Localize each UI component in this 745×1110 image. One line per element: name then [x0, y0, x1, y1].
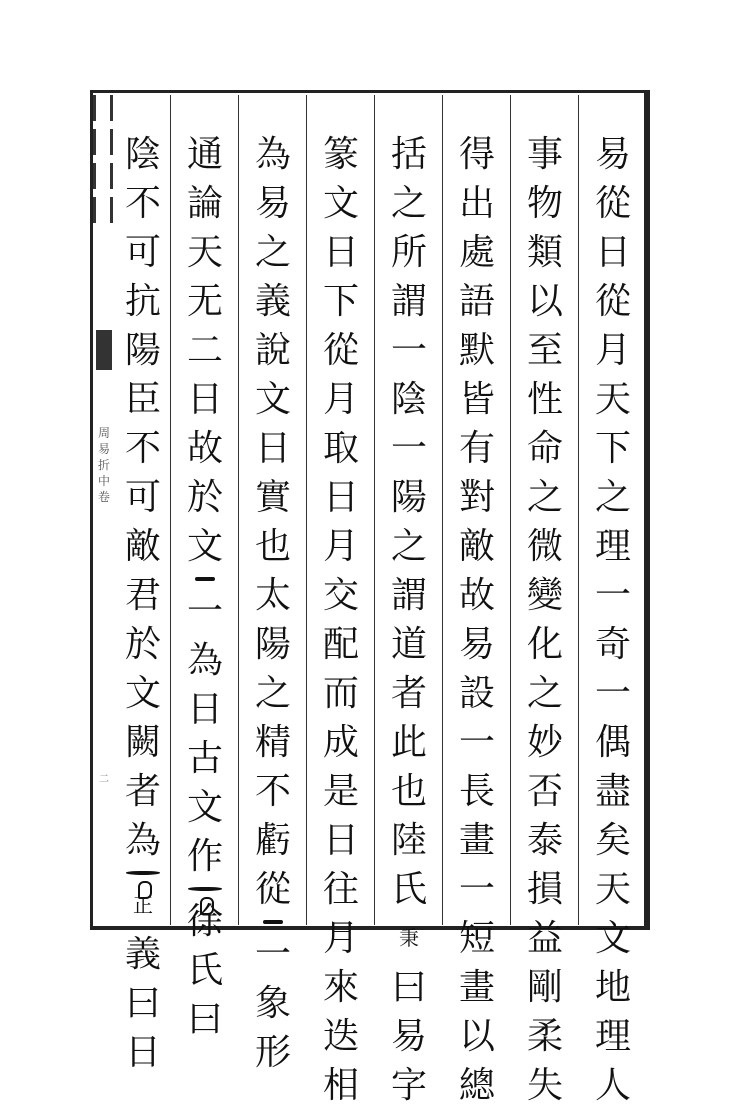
text-glyph: 從: [594, 281, 631, 322]
text-glyph: 盡: [594, 771, 631, 812]
text-glyph: 事: [526, 134, 563, 175]
text-glyph: 妙: [526, 722, 563, 763]
text-glyph: 性: [526, 379, 563, 420]
moon-glyph-drawing: [188, 887, 222, 891]
annotation-glyph: 秉: [399, 926, 419, 950]
text-glyph: 一: [458, 722, 495, 763]
text-glyph: 謂: [390, 575, 427, 616]
text-glyph: 命: [526, 428, 563, 469]
text-glyph: 闕: [124, 722, 161, 763]
text-glyph: 往: [322, 869, 359, 910]
text-glyph: 易: [594, 134, 631, 175]
text-glyph: 天: [186, 232, 223, 273]
text-glyph: 可: [124, 477, 161, 518]
text-glyph: 短: [458, 918, 495, 959]
text-glyph: 畫: [458, 820, 495, 861]
margin-column: [92, 95, 112, 925]
text-column: [177, 130, 233, 1040]
text-glyph: 无: [186, 281, 223, 322]
text-glyph: 而: [322, 673, 359, 714]
text-glyph: 抗: [124, 281, 161, 322]
text-glyph: 是: [322, 771, 359, 812]
text-glyph: 陰: [124, 134, 161, 175]
text-glyph: 易: [458, 624, 495, 665]
sun-glyph-drawing: [263, 920, 283, 924]
text-glyph: 之: [526, 673, 563, 714]
text-glyph: 敵: [124, 526, 161, 567]
text-glyph: 不: [124, 183, 161, 224]
text-glyph: 一: [390, 428, 427, 469]
text-glyph: 語: [458, 281, 495, 322]
text-glyph: 曰: [186, 999, 223, 1040]
margin-mark: [93, 129, 113, 155]
text-glyph: 實: [254, 477, 291, 518]
text-glyph: 君: [124, 575, 161, 616]
text-glyph: 也: [390, 771, 427, 812]
text-glyph: 日: [322, 820, 359, 861]
text-glyph: 天: [594, 379, 631, 420]
text-glyph: 者: [124, 771, 161, 812]
fishtail-block: [96, 330, 112, 370]
text-glyph: 日: [322, 232, 359, 273]
margin-marks: [92, 95, 114, 231]
text-glyph: 曰: [390, 967, 427, 1008]
text-glyph: 通: [186, 134, 223, 175]
text-glyph: 月: [594, 330, 631, 371]
text-glyph: 故: [186, 428, 223, 469]
text-glyph: 太: [254, 575, 291, 616]
text-column: [381, 130, 437, 1106]
text-glyph: 之: [526, 477, 563, 518]
margin-mark: [93, 197, 113, 223]
text-glyph: 有: [458, 428, 495, 469]
text-glyph: 氏: [186, 950, 223, 991]
text-glyph: 文: [254, 379, 291, 420]
text-glyph: 日: [186, 379, 223, 420]
text-glyph: 陸: [390, 820, 427, 861]
text-glyph: 變: [526, 575, 563, 616]
text-column: [585, 130, 641, 1106]
column-rule: [510, 95, 511, 925]
text-glyph: 篆: [322, 134, 359, 175]
text-glyph: 此: [390, 722, 427, 763]
text-glyph: 文: [124, 673, 161, 714]
text-glyph: 理: [594, 1016, 631, 1057]
text-glyph: 日: [254, 428, 291, 469]
text-glyph: 一: [390, 330, 427, 371]
text-glyph: 下: [322, 281, 359, 322]
column-rule: [442, 95, 443, 925]
text-glyph: 陽: [254, 624, 291, 665]
text-glyph: 月: [322, 526, 359, 567]
text-glyph: 曰: [124, 983, 161, 1024]
text-glyph: 可: [124, 232, 161, 273]
text-glyph: 文: [186, 526, 223, 567]
text-glyph: 日: [594, 232, 631, 273]
text-glyph: 月: [322, 918, 359, 959]
text-glyph: 矣: [594, 820, 631, 861]
text-glyph: 取: [322, 428, 359, 469]
text-glyph: 文: [322, 183, 359, 224]
text-glyph: 日: [322, 477, 359, 518]
text-glyph: 月: [322, 379, 359, 420]
text-glyph: 為: [124, 820, 161, 861]
text-glyph: 道: [390, 624, 427, 665]
column-rule: [578, 95, 579, 925]
text-glyph: 為: [186, 640, 223, 681]
text-glyph: 一: [594, 575, 631, 616]
text-glyph: 畫: [458, 967, 495, 1008]
text-glyph: 精: [254, 722, 291, 763]
text-glyph: 也: [254, 526, 291, 567]
text-glyph: 陽: [124, 330, 161, 371]
text-glyph: 之: [594, 477, 631, 518]
text-glyph: 奇: [594, 624, 631, 665]
text-glyph: 物: [526, 183, 563, 224]
text-glyph: 剛: [526, 967, 563, 1008]
text-glyph: 義: [254, 281, 291, 322]
text-glyph: 偶: [594, 722, 631, 763]
text-glyph: 氏: [390, 869, 427, 910]
text-glyph: 從: [594, 183, 631, 224]
text-glyph: 從: [322, 330, 359, 371]
text-glyph: 地: [594, 967, 631, 1008]
text-glyph: 易: [254, 183, 291, 224]
margin-title: 周易折中卷: [97, 426, 110, 504]
column-rule: [238, 95, 239, 925]
text-glyph: 日: [186, 689, 223, 730]
text-glyph: 說: [254, 330, 291, 371]
text-glyph: 於: [186, 477, 223, 518]
text-glyph: 得: [458, 134, 495, 175]
text-glyph: 人: [594, 1065, 631, 1106]
text-glyph: 相: [322, 1065, 359, 1106]
text-glyph: 以: [526, 281, 563, 322]
text-column: [313, 130, 369, 1106]
margin-page-number: 二: [99, 774, 109, 785]
text-glyph: 形: [254, 1032, 291, 1073]
text-glyph: 之: [254, 232, 291, 273]
text-glyph: 徐: [186, 901, 223, 942]
text-glyph: 柔: [526, 1016, 563, 1057]
text-glyph: 日: [124, 1032, 161, 1073]
moon-glyph-drawing: [126, 871, 160, 875]
text-column: [115, 130, 171, 1073]
text-glyph: 古: [186, 738, 223, 779]
text-glyph: 論: [186, 183, 223, 224]
text-glyph: 否: [526, 771, 563, 812]
text-glyph: 處: [458, 232, 495, 273]
text-glyph: 括: [390, 134, 427, 175]
text-glyph: 之: [390, 183, 427, 224]
text-glyph: 不: [124, 428, 161, 469]
text-glyph: 成: [322, 722, 359, 763]
text-glyph: 至: [526, 330, 563, 371]
text-glyph: 故: [458, 575, 495, 616]
margin-mark: [93, 95, 113, 121]
text-glyph: 從: [254, 869, 291, 910]
text-glyph: 天: [594, 869, 631, 910]
text-glyph: 臣: [124, 379, 161, 420]
text-glyph: 迭: [322, 1016, 359, 1057]
text-glyph: 一: [254, 934, 291, 975]
text-glyph: 損: [526, 869, 563, 910]
text-glyph: 類: [526, 232, 563, 273]
text-glyph: 默: [458, 330, 495, 371]
text-glyph: 設: [458, 673, 495, 714]
text-glyph: 交: [322, 575, 359, 616]
text-glyph: 泰: [526, 820, 563, 861]
text-glyph: 一: [186, 591, 223, 632]
text-glyph: 不: [254, 771, 291, 812]
text-glyph: 之: [254, 673, 291, 714]
text-glyph: 文: [594, 918, 631, 959]
text-column: [245, 130, 301, 1073]
text-glyph: 二: [186, 330, 223, 371]
text-glyph: 下: [594, 428, 631, 469]
text-glyph: 者: [390, 673, 427, 714]
text-glyph: 易: [390, 1016, 427, 1057]
text-glyph: 所: [390, 232, 427, 273]
text-glyph: 微: [526, 526, 563, 567]
text-glyph: 出: [458, 183, 495, 224]
text-glyph: 理: [594, 526, 631, 567]
text-glyph: 敵: [458, 526, 495, 567]
annotation-glyph: 正: [133, 893, 153, 917]
text-glyph: 來: [322, 967, 359, 1008]
text-glyph: 化: [526, 624, 563, 665]
text-glyph: 作: [186, 836, 223, 877]
sun-glyph-drawing: [195, 577, 215, 581]
text-glyph: 一: [594, 673, 631, 714]
text-glyph: 失: [526, 1065, 563, 1106]
column-rule: [374, 95, 375, 925]
text-glyph: 虧: [254, 820, 291, 861]
text-glyph: 一: [458, 869, 495, 910]
text-glyph: 配: [322, 624, 359, 665]
text-glyph: 謂: [390, 281, 427, 322]
text-glyph: 象: [254, 983, 291, 1024]
text-glyph: 益: [526, 918, 563, 959]
text-glyph: 字: [390, 1065, 427, 1106]
text-glyph: 以: [458, 1016, 495, 1057]
text-glyph: 陽: [390, 477, 427, 518]
text-glyph: 之: [390, 526, 427, 567]
text-glyph: 皆: [458, 379, 495, 420]
margin-mark: [93, 163, 113, 189]
text-column: [449, 130, 505, 1106]
text-glyph: 文: [186, 787, 223, 828]
text-glyph: 陰: [390, 379, 427, 420]
column-rule: [306, 95, 307, 925]
text-column: [517, 130, 573, 1106]
text-glyph: 為: [254, 134, 291, 175]
text-glyph: 對: [458, 477, 495, 518]
text-glyph: 於: [124, 624, 161, 665]
text-glyph: 長: [458, 771, 495, 812]
text-glyph: 義: [124, 934, 161, 975]
text-glyph: 總: [458, 1065, 495, 1106]
